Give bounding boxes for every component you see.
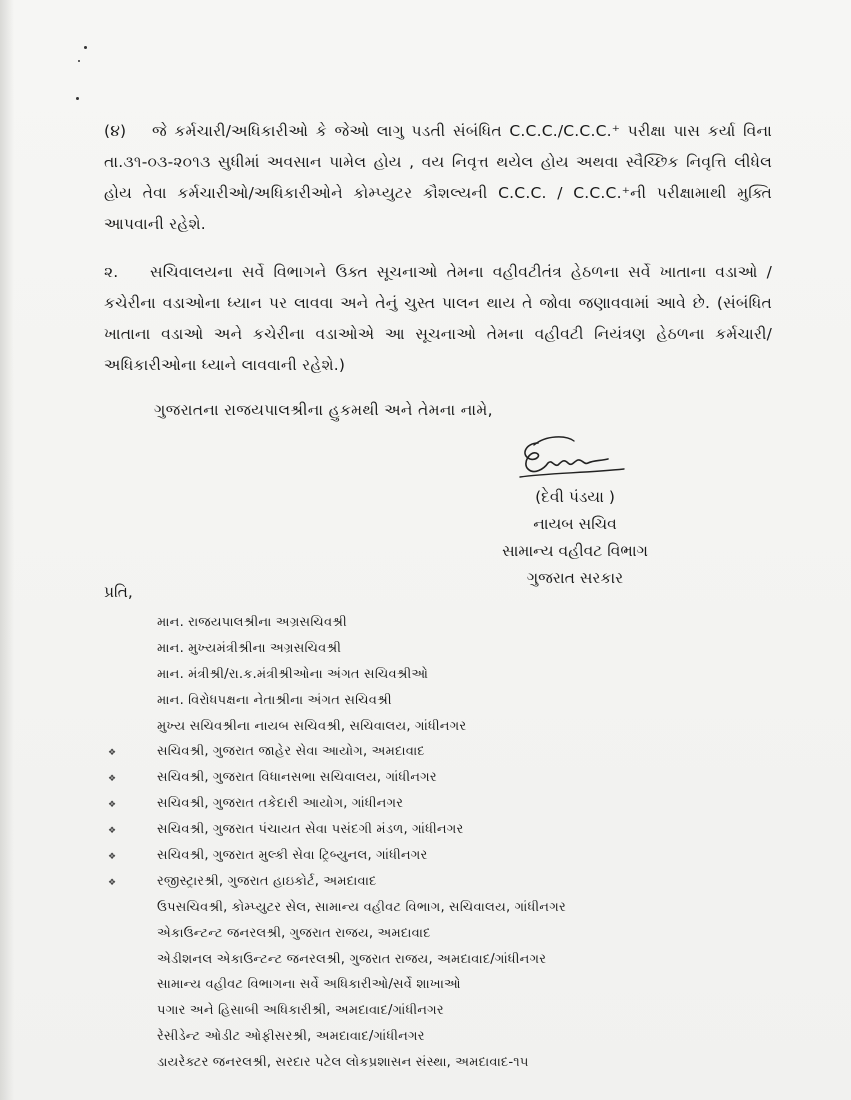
paragraph-text: સચિવાલયના સર્વે વિભાગને ઉક્ત સૂચનાઓ તેમના વહીવટીતંત્ર હેઠળના સર્વે ખાતાના વડાઓ / કચેરીના વડાઓના ધ્યાન પર લાવવા અને તેનું ચુસ્ત પાલન થાય તે જોવા જણાવવામાં આવે છે. (સંબંધિત ખાતાના વડાઓ અને કચેરીના વડાઓએ આ સૂચનાઓ તેમના વહીવટી નિયંત્રણ હેઠળના કર્મચારી/અધિકારીઓના ધ્યાને લાવવાની રહેશે.) <box>104 263 772 374</box>
recipient-item: ❖ સચિવશ્રી, ગુજરાત જાહેર સેવા આયોગ, અમદાવાદ <box>106 739 806 765</box>
recipient-item: માન. રાજયપાલશ્રીના અગ્રસચિવશ્રી <box>157 615 347 630</box>
signatory-designation: નાયબ સચિવ <box>533 515 617 533</box>
signatory-government: ગુજરાત સરકાર <box>526 569 624 587</box>
recipient-item: એકાઉન્ટન્ટ જનરલશ્રી, ગુજરાત રાજય, અમદાવાદ <box>157 925 431 941</box>
recipient-item: ❖ સચિવશ્રી, ગુજરાત તકેદારી આયોગ, ગાંધીનગર <box>106 791 806 817</box>
paragraph-2 <box>104 257 772 381</box>
bullet-icon: ❖ <box>108 774 117 785</box>
scan-speck <box>78 60 80 62</box>
recipient-item: ❖ સચિવશ્રી, ગુજરાત પંચાયત સેવા પસંદગી મંડળ, ગાંધીનગર <box>106 817 806 843</box>
closing-line: ગુજરાતના રાજયપાલશ્રીના હુકમથી અને તેમના નામે, <box>154 401 493 419</box>
bullet-icon: ❖ <box>108 877 117 888</box>
recipient-item: સામાન્ય વહીવટ વિભાગના સર્વે અધિકારીઓ/સર્વે શાખાઓ <box>157 977 461 993</box>
signatory-department: સામાન્ય વહીવટ વિભાગ <box>502 542 648 560</box>
paragraph-4 <box>104 116 772 240</box>
recipient-item: માન. મુખ્યમંત્રીશ્રીના અગ્રસચિવશ્રી <box>157 640 342 656</box>
recipient-item: ❖ સચિવશ્રી, ગુજરાત વિધાનસભા સચિવાલય, ગાંધીનગર <box>106 765 806 791</box>
scan-speck <box>84 46 87 49</box>
paragraph-number: (૪) <box>104 122 127 140</box>
bullet-icon: ❖ <box>108 800 117 811</box>
signatory-block <box>470 484 680 592</box>
recipient-item: માન. વિરોધપક્ષના નેતાશ્રીના અંગત સચિવશ્રી <box>157 692 392 708</box>
scan-edge-shadow <box>0 0 14 1100</box>
recipient-item: માન. મંત્રીશ્રી/રા.ક.મંત્રીશ્રીઓના અંગત સચિવશ્રીઓ <box>157 666 429 682</box>
recipient-item: પગાર અને હિસાબી અધિકારીશ્રી, અમદાવાદ/ગાંધીનગર <box>157 1003 444 1019</box>
prati-label: પ્રતિ, <box>104 583 133 601</box>
recipient-item: ઉપસચિવશ્રી, કોમ્પ્યુટર સેલ, સામાન્ય વહીવટ વિભાગ, સચિવાલય, ગાંધીનગર <box>157 899 566 915</box>
paragraph-number: ૨. <box>104 263 119 281</box>
signatory-name: (દેવી પંડયા ) <box>535 488 615 506</box>
recipient-item: રેસીડેન્ટ ઓડીટ ઓફીસરશ્રી, અમદાવાદ/ગાંધીનગર <box>157 1029 425 1045</box>
scan-speck <box>76 97 79 100</box>
recipient-item: ❖ રજીસ્ટ્રારશ્રી, ગુજરાત હાઇકોર્ટ, અમદાવાદ <box>106 869 806 895</box>
paragraph-text: જે કર્મચારી/અધિકારીઓ કે જેઓ લાગુ પડતી સંબંધિત C.C.C./C.C.C.⁺ પરીક્ષા પાસ કર્યા વિના તા.૩૧-૦૩-૨૦૧૩ સુધીમાં અવસાન પામેલ હોય , વય નિવૃત્ત થયેલ હોય અથવા સ્વૈચ્છિક નિવૃત્તિ લીધેલ હોય તેવા કર્મચારીઓ/અધિકારીઓને કોમ્પ્યુટર કૌશલ્યની C.C.C. / C.C.C.⁺ની પરીક્ષામાથી મુક્તિ આપવાની રહેશે. <box>104 122 772 233</box>
handwritten-signature <box>516 433 628 491</box>
bullet-icon: ❖ <box>108 826 117 837</box>
bullet-icon: ❖ <box>108 748 117 759</box>
recipient-item: ડાયરેક્ટર જનરલશ્રી, સરદાર પટેલ લોકપ્રશાસન સંસ્થા, અમદાવાદ-૧૫ <box>157 1055 529 1071</box>
bullet-icon: ❖ <box>108 852 117 863</box>
recipient-list <box>106 610 806 1076</box>
recipient-item: એડીશનલ એકાઉન્ટન્ટ જનરલશ્રી, ગુજરાત રાજય, અમદાવાદ/ગાંધીનગર <box>157 951 547 967</box>
recipient-item: મુખ્ય સચિવશ્રીના નાયબ સચિવશ્રી, સચિવાલય, ગાંધીનગર <box>157 718 467 734</box>
recipient-item: ❖ સચિવશ્રી, ગુજરાત મુલ્કી સેવા ટ્રિબ્યુનલ, ગાંધીનગર <box>106 843 806 869</box>
